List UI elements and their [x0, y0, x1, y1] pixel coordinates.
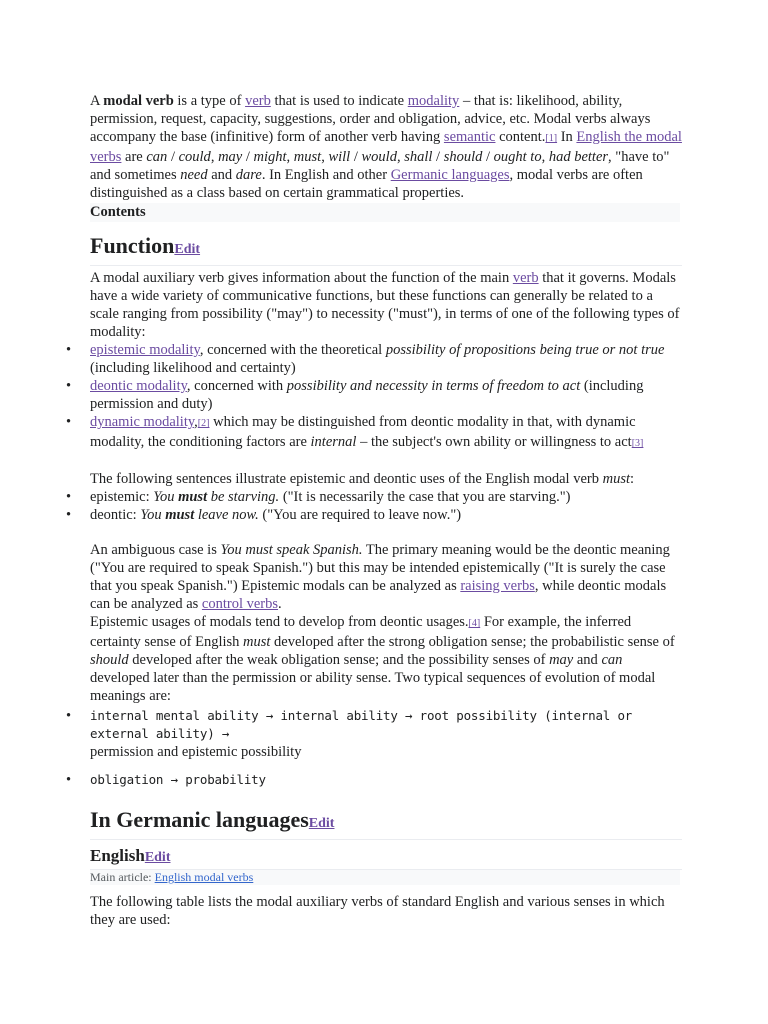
italic-text: possibility and necessity in terms of freedom to act [286, 378, 581, 394]
text: developed later than the permission or ability sense. Two typical sequences of evolution of modal meanings are: [90, 670, 656, 704]
link-control-verbs[interactable]: control verbs [201, 596, 279, 612]
text: that it governs. Modals have a wide variety of communicative functions, but these functions can generally be related to a scale ranging from possibility ("may") to necessity ("must"), in terms of one of the following types of modality: [90, 270, 680, 340]
section-heading-english [90, 846, 682, 870]
link-semantic[interactable]: semantic [443, 129, 496, 145]
list-item [90, 771, 682, 789]
text: / [482, 149, 494, 165]
text: and [207, 167, 236, 183]
monospace-text: obligation → probability [90, 772, 266, 787]
italic-word: dare [235, 167, 262, 183]
list-item [90, 413, 682, 453]
heading-text: In Germanic languages [90, 807, 309, 832]
text: The following sentences illustrate epistemic and deontic uses of the English modal verb [90, 471, 603, 487]
link-english-modal-verbs[interactable]: English modal verbs [154, 870, 254, 884]
italic-text: may [549, 652, 574, 668]
text: epistemic: [90, 489, 154, 505]
reference-link[interactable]: [3] [631, 438, 644, 449]
edit-link[interactable]: Edit [308, 816, 335, 831]
list-item [90, 506, 682, 524]
text: : [630, 471, 635, 487]
example-list [90, 488, 682, 524]
section-heading-function [90, 233, 682, 266]
text: which may be distinguished from deontic modality in that, with dynamic modality, the conditioning factors are [90, 414, 636, 450]
text: In [557, 129, 577, 145]
text: (including likelihood and certainty) [90, 360, 296, 376]
edit-link[interactable]: Edit [144, 850, 171, 865]
link-raising-verbs[interactable]: raising verbs [460, 578, 535, 594]
text: , "have to" and sometimes [90, 149, 670, 183]
link-english-modal-verbs[interactable]: English the modal verbs [90, 129, 682, 165]
text: is a type of [173, 93, 246, 109]
modality-list [90, 341, 682, 453]
link-germanic-languages[interactable]: Germanic languages [390, 167, 510, 183]
text: / [242, 149, 254, 165]
text: Epistemic usages of modals tend to develop from deontic usages. [90, 614, 469, 630]
contents-label: Contents [90, 204, 146, 220]
hatnote [90, 870, 680, 885]
text: , [194, 414, 198, 430]
italic-word: could [178, 149, 211, 165]
text: developed after the weak obligation sense; and the possibility senses of [128, 652, 550, 668]
italic-text: You [140, 507, 166, 523]
text: developed after the strong obligation sense; the probabilistic sense of [270, 634, 675, 650]
italic-text: should [90, 652, 129, 668]
link-deontic-modality[interactable]: deontic modality [90, 378, 187, 394]
link-dynamic-modality[interactable]: dynamic modality [90, 414, 195, 430]
table-of-contents[interactable] [90, 203, 680, 222]
text: deontic: [90, 507, 141, 523]
italic-text: can [601, 652, 623, 668]
paragraph [90, 269, 682, 341]
list-item [90, 488, 682, 506]
link-epistemic-modality[interactable]: epistemic modality [90, 342, 200, 358]
paragraph [90, 470, 682, 488]
italic-word: shall [404, 149, 433, 165]
reference-link[interactable]: [4] [468, 618, 481, 629]
italic-text: possibility of propositions being true or not true [385, 342, 665, 358]
italic-word: can [146, 149, 168, 165]
heading-text: Function [90, 233, 175, 258]
text: , [396, 149, 405, 165]
italic-text: be starving. [207, 489, 280, 505]
edit-link[interactable]: Edit [174, 242, 201, 257]
text: permission and epistemic possibility [90, 744, 302, 760]
link-verb[interactable]: verb [512, 270, 539, 286]
text: An ambiguous case is [90, 542, 221, 558]
text: and [573, 652, 602, 668]
italic-word: had better [548, 149, 609, 165]
text: (including permission and duty) [90, 378, 644, 412]
text: , [286, 149, 294, 165]
text: – the subject's own ability or willingness to act [356, 434, 632, 450]
link-verb[interactable]: verb [245, 93, 271, 109]
intro-paragraph [90, 92, 682, 202]
italic-text: You must speak Spanish. [220, 542, 363, 558]
heading-text: English [90, 846, 145, 865]
text: , modal verbs are often distinguished as a class based on certain grammatical properties. [90, 167, 643, 201]
hatnote-label: Main article: [90, 870, 155, 884]
text: . [278, 596, 282, 612]
text: – that is: likelihood, ability, permission, request, capacity, suggestions, order and obligation, advice, etc. Modal verbs always accompany the base (infinitive) form of another verb having [90, 93, 651, 145]
italic-word: should [443, 149, 483, 165]
italic-word: may [218, 149, 243, 165]
italic-text: must [602, 471, 631, 487]
article-content [90, 92, 682, 929]
text: , [541, 149, 549, 165]
italic-word: might [253, 149, 287, 165]
paragraph [90, 541, 682, 613]
list-item [90, 707, 682, 761]
text: . In English and other [261, 167, 391, 183]
list-item [90, 377, 682, 413]
text: , concerned with the theoretical [199, 342, 386, 358]
paragraph [90, 893, 682, 929]
text: that is used to indicate [270, 93, 408, 109]
link-modality[interactable]: modality [407, 93, 460, 109]
italic-text: You [153, 489, 179, 505]
evolution-list [90, 707, 682, 789]
text: The following table lists the modal auxiliary verbs of standard English and various senses in which they are used: [90, 894, 665, 928]
text: , while deontic modals can be analyzed as [90, 578, 667, 612]
italic-word: must [293, 149, 322, 165]
text: A [90, 93, 104, 109]
text: A modal auxiliary verb gives information about the function of the main [90, 270, 513, 286]
list-item [90, 341, 682, 377]
monospace-text: internal mental ability → internal ability → root possibility (internal or external ability) → [90, 708, 633, 741]
text: For example, the inferred certainty sense of English [90, 614, 632, 650]
reference-link[interactable]: [1] [545, 133, 558, 144]
text: / [167, 149, 179, 165]
italic-text: must [243, 634, 271, 650]
text: , [210, 149, 219, 165]
text: The primary meaning would be the deontic meaning ("You are required to speak Spanish.") but this may be intended epistemically ("It is surely the case that you speak Spanish.") Epistemic modals can be analyzed as [90, 542, 670, 594]
italic-text: internal [310, 434, 357, 450]
section-heading-germanic [90, 807, 682, 840]
text: / [432, 149, 444, 165]
text: content. [495, 129, 546, 145]
italic-text: leave now. [194, 507, 259, 523]
text: , concerned with [186, 378, 287, 394]
paragraph [90, 613, 682, 705]
bold-term: modal verb [103, 93, 174, 109]
text: / [350, 149, 362, 165]
text: ("It is necessarily the case that you are starving.") [279, 489, 571, 505]
bold-italic-text: must [165, 507, 195, 523]
italic-word: would [361, 149, 397, 165]
italic-word: will [328, 149, 351, 165]
reference-link[interactable]: [2] [197, 418, 210, 429]
text: are [121, 149, 147, 165]
italic-word: ought to [493, 149, 542, 165]
text: ("You are required to leave now.") [258, 507, 462, 523]
italic-word: need [180, 167, 208, 183]
text: , [321, 149, 329, 165]
bold-italic-text: must [178, 489, 208, 505]
